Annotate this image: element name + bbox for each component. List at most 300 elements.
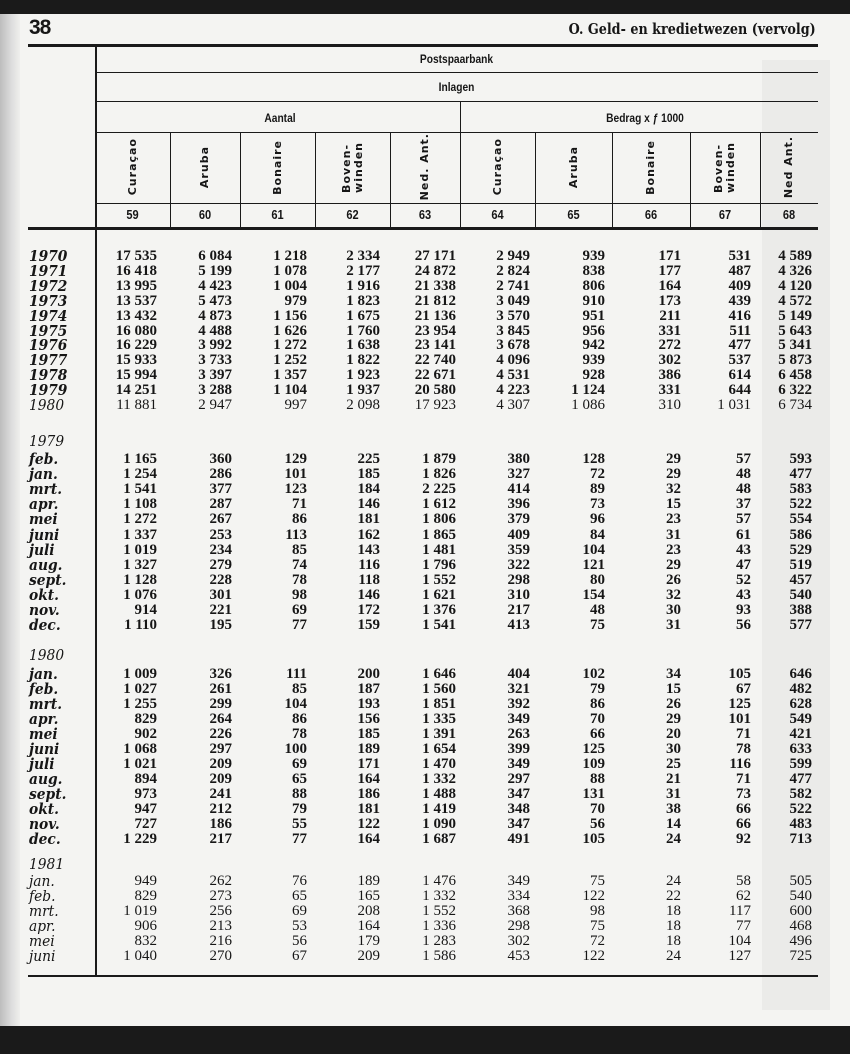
- table-cell: 118: [358, 571, 380, 588]
- table-cell: 66: [736, 801, 751, 817]
- table-cell: 1 332: [422, 771, 456, 787]
- table-cell: 404: [507, 666, 530, 682]
- column-header-label: Curaçao: [125, 138, 139, 196]
- table-cell: 349: [507, 711, 530, 727]
- table-cell: 56: [292, 933, 307, 949]
- table-cell: 5 473: [198, 292, 232, 309]
- table-cell: 48: [590, 602, 605, 618]
- table-cell: 20: [666, 726, 681, 742]
- column-number: 60: [198, 207, 212, 222]
- table-cell: 241: [209, 786, 232, 802]
- column-header-label: Curaçao: [490, 138, 504, 196]
- table-cell: 482: [789, 681, 812, 697]
- table-cell: 34: [666, 666, 681, 682]
- table-cell: 22 740: [414, 352, 456, 369]
- column-header: [170, 135, 240, 199]
- table-cell: 1 021: [123, 756, 157, 772]
- table-cell: 143: [357, 541, 380, 558]
- row-label: 1973: [29, 291, 68, 310]
- table-cell: 554: [789, 511, 812, 528]
- table-cell: 29: [666, 466, 681, 483]
- table-cell: 902: [134, 726, 157, 742]
- table-cell: 1 068: [123, 741, 157, 757]
- table-cell: 184: [357, 481, 380, 498]
- table-cell: 599: [789, 756, 812, 772]
- table-cell: 100: [284, 741, 307, 757]
- table-cell: 4 326: [778, 262, 812, 279]
- table-cell: 327: [507, 466, 530, 483]
- table-cell: 3 845: [496, 322, 530, 339]
- column-header-label: Boven- winden: [339, 141, 365, 193]
- table-cell: 302: [658, 352, 681, 369]
- row-label: 1972: [29, 276, 68, 295]
- table-cell: 549: [789, 711, 812, 727]
- table-top-rule: [28, 44, 818, 47]
- header-bottom-rule: [28, 227, 818, 230]
- table-cell: 4 423: [198, 277, 232, 294]
- table-cell: 104: [728, 933, 751, 949]
- table-cell: 209: [209, 756, 232, 772]
- table-cell: 477: [728, 337, 751, 354]
- table-cell: 216: [209, 933, 232, 949]
- table-cell: 11 881: [116, 397, 157, 413]
- row-label: dec.: [29, 616, 61, 635]
- table-cell: 310: [507, 586, 530, 603]
- group-year-label: 1979: [29, 432, 65, 450]
- table-cell: 477: [789, 771, 812, 787]
- row-label: juli: [29, 755, 55, 773]
- table-cell: 5 873: [778, 352, 812, 369]
- table-cell: 267: [209, 511, 232, 528]
- table-cell: 18: [666, 903, 681, 919]
- table-cell: 299: [209, 696, 232, 712]
- table-cell: 65: [292, 888, 307, 904]
- column-header-label: Ned Ant.: [782, 135, 795, 199]
- table-cell: 349: [507, 873, 530, 889]
- table-cell: 2 947: [198, 397, 232, 413]
- table-cell: 1 337: [123, 526, 157, 543]
- table-cell: 53: [292, 918, 307, 934]
- column-number: 63: [418, 207, 432, 222]
- table-cell: 15 994: [115, 367, 157, 384]
- table-cell: 5 149: [778, 307, 812, 324]
- table-cell: 301: [209, 586, 232, 603]
- table-cell: 29: [666, 451, 681, 467]
- table-cell: 76: [292, 873, 307, 889]
- table-cell: 32: [666, 586, 681, 603]
- table-cell: 20 580: [414, 382, 456, 399]
- row-label: sept.: [29, 570, 67, 589]
- table-cell: 105: [728, 666, 751, 682]
- table-cell: 125: [728, 696, 751, 712]
- table-cell: 31: [666, 617, 681, 634]
- column-header: [460, 135, 535, 199]
- table-cell: 104: [284, 696, 307, 712]
- table-cell: 453: [507, 948, 530, 964]
- table-cell: 77: [292, 617, 307, 634]
- table-cell: 1 019: [123, 903, 157, 919]
- table-cell: 409: [507, 526, 530, 543]
- table-cell: 1 923: [346, 367, 380, 384]
- table-cell: 2 824: [496, 262, 530, 279]
- group-year-label: 1981: [29, 855, 65, 873]
- table-cell: 18: [666, 918, 681, 934]
- table-cell: 234: [209, 541, 232, 558]
- table-cell: 18: [666, 933, 681, 949]
- row-label: jan.: [29, 872, 55, 890]
- table-cell: 286: [209, 466, 232, 483]
- table-cell: 21 812: [414, 292, 456, 309]
- row-label: 1975: [29, 321, 68, 340]
- table-cell: 409: [728, 277, 751, 294]
- table-cell: 583: [789, 481, 812, 498]
- table-cell: 31: [666, 526, 681, 543]
- table-cell: 69: [292, 903, 307, 919]
- table-cell: 540: [789, 586, 812, 603]
- table-cell: 1 128: [123, 571, 157, 588]
- table-cell: 6 734: [778, 397, 812, 413]
- table-cell: 89: [590, 481, 605, 498]
- table-cell: 96: [590, 511, 605, 528]
- table-cell: 1 165: [123, 451, 157, 467]
- table-cell: 4 589: [778, 248, 812, 264]
- table-cell: 4 120: [778, 277, 812, 294]
- table-cell: 331: [658, 382, 681, 399]
- table-cell: 32: [666, 481, 681, 498]
- table-cell: 2 177: [346, 262, 380, 279]
- table-cell: 1 327: [123, 556, 157, 573]
- table-cell: 27 171: [414, 248, 456, 264]
- table-cell: 956: [582, 322, 605, 339]
- row-label: 1980: [29, 396, 65, 414]
- table-cell: 1 916: [346, 277, 380, 294]
- table-cell: 74: [292, 556, 307, 573]
- table-cell: 347: [507, 786, 530, 802]
- table-cell: 122: [582, 888, 605, 904]
- table-cell: 4 223: [496, 382, 530, 399]
- table-cell: 468: [789, 918, 812, 934]
- column-number: 59: [126, 207, 139, 222]
- table-cell: 1 806: [422, 511, 456, 528]
- table-cell: 209: [209, 771, 232, 787]
- table-cell: 79: [590, 681, 605, 697]
- table-cell: 1 336: [422, 918, 456, 934]
- table-cell: 347: [507, 816, 530, 832]
- table-cell: 43: [736, 586, 751, 603]
- table-cell: 23 141: [414, 337, 456, 354]
- column-header: [390, 135, 460, 199]
- table-cell: 127: [728, 948, 751, 964]
- table-cell: 156: [357, 711, 380, 727]
- table-cell: 172: [357, 602, 380, 618]
- table-cell: 531: [728, 248, 751, 264]
- table-cell: 88: [590, 771, 605, 787]
- table-cell: 1 357: [273, 367, 307, 384]
- table-cell: 806: [582, 277, 605, 294]
- column-number: 61: [271, 207, 284, 222]
- table-cell: 73: [736, 786, 751, 802]
- table-cell: 949: [134, 873, 157, 889]
- table-cell: 52: [736, 571, 751, 588]
- table-cell: 165: [357, 888, 380, 904]
- table-cell: 1 552: [422, 571, 456, 588]
- table-cell: 270: [209, 948, 232, 964]
- table-cell: 1 621: [422, 586, 456, 603]
- table-cell: 30: [666, 741, 681, 757]
- table-cell: 4 307: [496, 397, 530, 413]
- table-cell: 225: [357, 451, 380, 467]
- running-head: O. Geld- en kredietwezen (vervolg): [568, 20, 816, 38]
- table-cell: 72: [590, 466, 605, 483]
- row-label: dec.: [29, 830, 61, 848]
- table-cell: 78: [292, 726, 307, 742]
- table-cell: 644: [728, 382, 751, 399]
- table-cell: 75: [590, 873, 605, 889]
- table-cell: 2 741: [496, 277, 530, 294]
- table-cell: 29: [666, 556, 681, 573]
- row-label: nov.: [29, 601, 60, 619]
- table-cell: 84: [590, 526, 605, 543]
- table-cell: 71: [736, 771, 751, 787]
- table-cell: 146: [357, 496, 380, 513]
- table-cell: 24: [666, 948, 681, 964]
- table-cell: 1 612: [422, 496, 456, 513]
- header-rule: [96, 72, 818, 73]
- row-label: feb.: [29, 680, 59, 698]
- header-rule: [96, 101, 818, 102]
- table-cell: 947: [134, 801, 157, 817]
- table-cell: 942: [582, 337, 605, 354]
- table-cell: 368: [507, 903, 530, 919]
- table-cell: 939: [582, 248, 605, 264]
- table-cell: 131: [582, 786, 605, 802]
- table-cell: 1 470: [422, 756, 456, 772]
- table-cell: 1 255: [123, 696, 157, 712]
- table-cell: 272: [658, 337, 681, 354]
- table-cell: 263: [507, 726, 530, 742]
- table-cell: 1 586: [422, 948, 456, 964]
- table-cell: 416: [728, 307, 751, 324]
- table-cell: 128: [582, 451, 605, 467]
- table-cell: 56: [736, 617, 751, 634]
- table-cell: 57: [736, 451, 751, 467]
- table-cell: 72: [590, 933, 605, 949]
- table-cell: 179: [357, 933, 380, 949]
- table-cell: 414: [507, 481, 530, 498]
- table-cell: 212: [209, 801, 232, 817]
- table-cell: 537: [728, 352, 751, 369]
- table-cell: 386: [658, 367, 681, 384]
- table-cell: 1 476: [422, 873, 456, 889]
- column-header-label: Bonaire: [270, 139, 284, 195]
- table-cell: 79: [292, 801, 307, 817]
- table-cell: 593: [789, 451, 812, 467]
- table-cell: 1 090: [422, 816, 456, 832]
- table-cell: 1 283: [422, 933, 456, 949]
- table-cell: 38: [666, 801, 681, 817]
- table-cell: 189: [357, 873, 380, 889]
- table-cell: 1 076: [123, 586, 157, 603]
- table-cell: 113: [285, 526, 307, 543]
- table-cell: 29: [666, 711, 681, 727]
- table-cell: 116: [729, 756, 751, 772]
- table-cell: 529: [789, 541, 812, 558]
- table-cell: 173: [658, 292, 681, 309]
- header-inlagen: Inlagen: [438, 80, 475, 94]
- table-cell: 279: [209, 556, 232, 573]
- row-label: mrt.: [29, 902, 59, 920]
- table-cell: 55: [292, 816, 307, 832]
- table-cell: 349: [507, 756, 530, 772]
- table-cell: 360: [209, 451, 232, 467]
- table-cell: 483: [789, 816, 812, 832]
- table-cell: 26: [666, 696, 681, 712]
- table-cell: 713: [789, 831, 812, 847]
- table-cell: 1 040: [123, 948, 157, 964]
- table-cell: 1 654: [422, 741, 456, 757]
- table-cell: 725: [789, 948, 812, 964]
- table-cell: 727: [134, 816, 157, 832]
- table-cell: 164: [357, 918, 380, 934]
- table-cell: 1 626: [273, 322, 307, 339]
- table-cell: 628: [789, 696, 812, 712]
- table-cell: 1 332: [422, 888, 456, 904]
- table-cell: 388: [789, 602, 812, 618]
- table-cell: 22: [666, 888, 681, 904]
- table-cell: 77: [736, 918, 751, 934]
- table-cell: 228: [209, 571, 232, 588]
- table-cell: 614: [728, 367, 751, 384]
- table-cell: 125: [582, 741, 605, 757]
- table-cell: 187: [357, 681, 380, 697]
- table-cell: 98: [590, 903, 605, 919]
- table-cell: 600: [789, 903, 812, 919]
- table-cell: 322: [507, 556, 530, 573]
- table-cell: 396: [507, 496, 530, 513]
- table-cell: 159: [357, 617, 380, 634]
- row-label: 1977: [29, 351, 68, 370]
- table-cell: 331: [658, 322, 681, 339]
- column-header: [612, 135, 690, 199]
- table-cell: 1 826: [422, 466, 456, 483]
- table-cell: 261: [209, 681, 232, 697]
- table-cell: 193: [357, 696, 380, 712]
- table-cell: 829: [134, 888, 157, 904]
- table-cell: 213: [209, 918, 232, 934]
- table-cell: 1 104: [273, 382, 307, 399]
- column-number: 68: [782, 207, 796, 222]
- column-number: 65: [567, 207, 580, 222]
- table-cell: 105: [582, 831, 605, 847]
- table-cell: 209: [357, 948, 380, 964]
- table-cell: 522: [789, 496, 812, 513]
- table-cell: 22 671: [414, 367, 456, 384]
- row-label: okt.: [29, 800, 59, 818]
- table-cell: 154: [582, 586, 605, 603]
- table-cell: 1 851: [422, 696, 456, 712]
- table-cell: 13 537: [115, 292, 157, 309]
- table-cell: 1 419: [422, 801, 456, 817]
- table-cell: 15 933: [115, 352, 157, 369]
- table-cell: 86: [292, 711, 307, 727]
- table-cell: 910: [582, 292, 605, 309]
- row-label: jan.: [29, 665, 58, 683]
- table-cell: 71: [292, 496, 307, 513]
- table-cell: 30: [666, 602, 681, 618]
- table-cell: 348: [507, 801, 530, 817]
- table-cell: 310: [658, 397, 681, 413]
- table-cell: 1 086: [571, 397, 605, 413]
- table-cell: 98: [292, 586, 307, 603]
- column-header-label: Boven- winden: [712, 141, 737, 193]
- table-cell: 3 288: [198, 382, 232, 399]
- column-header: [315, 135, 390, 199]
- table-cell: 1 009: [123, 666, 157, 682]
- table-cell: 1 760: [346, 322, 380, 339]
- table-cell: 61: [736, 526, 751, 543]
- table-cell: 906: [134, 918, 157, 934]
- table-cell: 377: [209, 481, 232, 498]
- table-cell: 829: [134, 711, 157, 727]
- table-cell: 78: [292, 571, 307, 588]
- row-label: aug.: [29, 555, 63, 574]
- table-cell: 164: [357, 771, 380, 787]
- table-cell: 24: [666, 831, 681, 847]
- row-label: mrt.: [29, 480, 63, 499]
- table-cell: 25: [666, 756, 681, 772]
- table-cell: 3 397: [198, 367, 232, 384]
- page-binding-edge: [0, 14, 20, 1026]
- table-cell: 21 136: [414, 307, 456, 324]
- table-cell: 399: [507, 741, 530, 757]
- table-cell: 116: [358, 556, 380, 573]
- table-cell: 177: [658, 262, 681, 279]
- table-cell: 1 796: [422, 556, 456, 573]
- table-cell: 217: [507, 602, 530, 618]
- table-cell: 928: [582, 367, 605, 384]
- table-cell: 1 254: [123, 466, 157, 483]
- table-cell: 47: [736, 556, 751, 573]
- table-cell: 26: [666, 571, 681, 588]
- table-cell: 1 027: [123, 681, 157, 697]
- table-cell: 186: [209, 816, 232, 832]
- table-cell: 4 873: [198, 307, 232, 324]
- table-cell: 5 643: [778, 322, 812, 339]
- row-label: juni: [29, 525, 60, 544]
- table-cell: 129: [284, 451, 307, 467]
- table-cell: 57: [736, 511, 751, 528]
- table-cell: 1 865: [422, 526, 456, 543]
- table-cell: 421: [789, 726, 812, 742]
- header-rule: [96, 132, 818, 133]
- table-cell: 1 552: [422, 903, 456, 919]
- table-cell: 939: [582, 352, 605, 369]
- table-cell: 1 110: [124, 617, 157, 634]
- table-cell: 1 272: [273, 337, 307, 354]
- table-cell: 1 218: [273, 248, 307, 264]
- table-cell: 15: [666, 681, 681, 697]
- table-cell: 487: [728, 262, 751, 279]
- table-cell: 1 229: [123, 831, 157, 847]
- table-cell: 221: [209, 602, 232, 618]
- column-header: [535, 135, 612, 199]
- table-cell: 189: [357, 741, 380, 757]
- table-cell: 586: [789, 526, 812, 543]
- table-cell: 92: [736, 831, 751, 847]
- table-bottom-rule: [28, 975, 818, 977]
- table-cell: 70: [590, 711, 605, 727]
- table-cell: 4 488: [198, 322, 232, 339]
